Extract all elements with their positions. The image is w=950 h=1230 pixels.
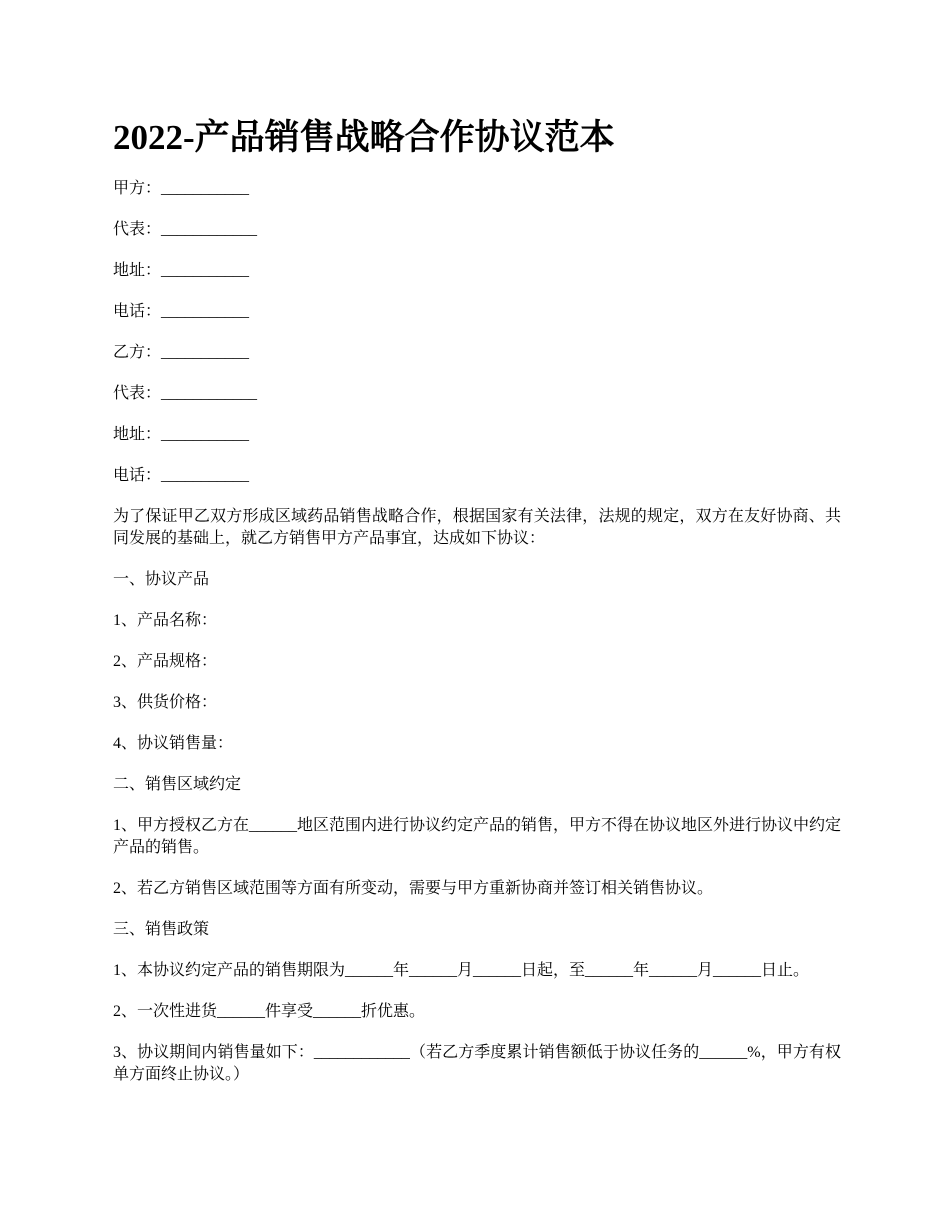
- document-title: 2022-产品销售战略合作协议范本: [113, 118, 615, 157]
- list-item: 2、产品规格：: [113, 653, 218, 670]
- list-item: 1、产品名称：: [113, 612, 218, 629]
- list-item: 1、本协议约定产品的销售期限为______年______月______日起，至______年______月______日止。: [113, 962, 810, 979]
- list-item: 3、协议期间内销售量如下：____________（若乙方季度累计销售额低于协议任务的______%，甲方有权单方面终止协议。）: [113, 1044, 841, 1083]
- party-a-representative-field: 代表：____________: [113, 221, 258, 238]
- intro-paragraph: 为了保证甲乙双方形成区域药品销售战略合作，根据国家有关法律，法规的规定，双方在友好协商、共同发展的基础上，就乙方销售甲方产品事宜，达成如下协议：: [113, 508, 841, 547]
- party-b-phone-field: 电话：___________: [113, 467, 250, 484]
- list-item: 1、甲方授权乙方在______地区范围内进行协议约定产品的销售，甲方不得在协议地区外进行协议中约定产品的销售。: [113, 817, 842, 856]
- list-item: 4、协议销售量：: [113, 735, 234, 752]
- section-heading: 三、销售政策: [113, 921, 210, 938]
- party-b-field: 乙方：___________: [113, 344, 250, 361]
- party-info: [113, 178, 841, 487]
- document-page: [113, 112, 841, 1105]
- party-a-phone-field: 电话：___________: [113, 303, 250, 320]
- list-item: 2、若乙方销售区域范围等方面有所变动，需要与甲方重新协商并签订相关销售协议。: [113, 880, 714, 897]
- section-heading: 二、销售区域约定: [113, 776, 242, 793]
- party-a-address-field: 地址：___________: [113, 262, 250, 279]
- party-a-field: 甲方：___________: [113, 180, 250, 197]
- party-b-representative-field: 代表：____________: [113, 385, 258, 402]
- list-item: 3、供货价格：: [113, 694, 218, 711]
- section-heading: 一、协议产品: [113, 571, 210, 588]
- party-b-address-field: 地址：___________: [113, 426, 250, 443]
- list-item: 2、一次性进货______件享受______折优惠。: [113, 1003, 426, 1020]
